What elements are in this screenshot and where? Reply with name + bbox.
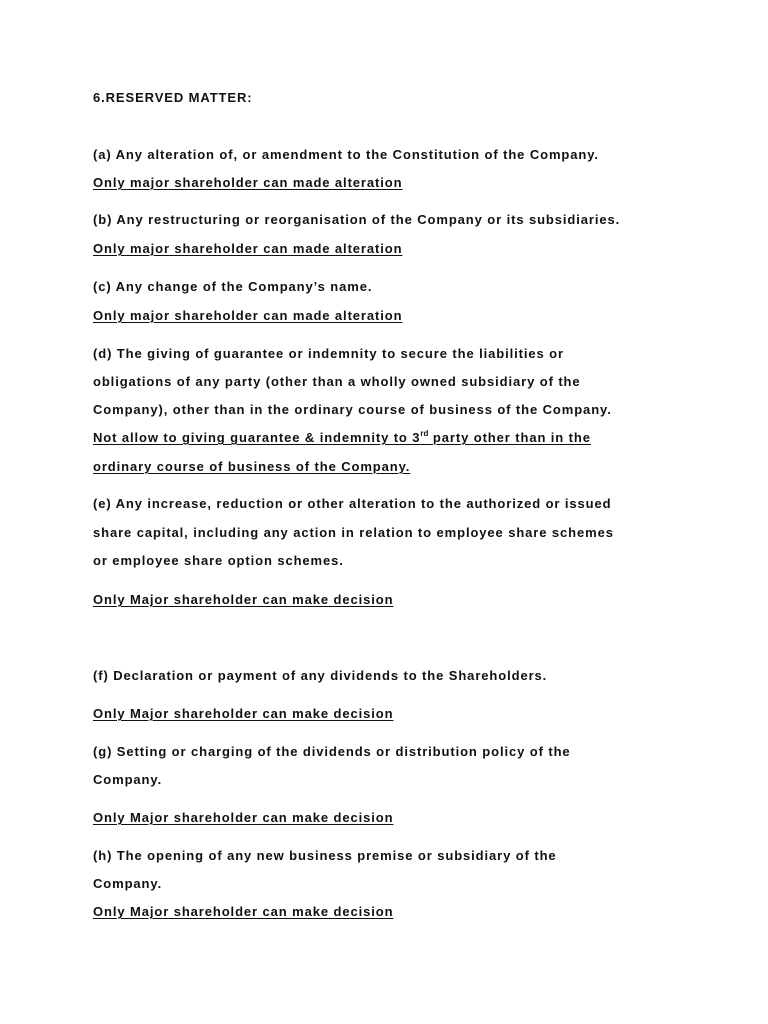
- item-g-note: Only Major shareholder can make decision: [93, 810, 394, 825]
- item-d-text-line-3: Company), other than in the ordinary course of business of the Company.: [93, 402, 612, 417]
- item-f-text: (f) Declaration or payment of any dividends to the Shareholders.: [93, 668, 548, 683]
- item-d-note-post: party other than in the: [428, 430, 591, 445]
- item-d-text-line-2: obligations of any party (other than a wholly owned subsidiary of the: [93, 374, 581, 389]
- item-a-note: Only major shareholder can made alteration: [93, 175, 403, 190]
- item-f-note: Only Major shareholder can make decision: [93, 706, 394, 721]
- item-e-text-line-2: share capital, including any action in relation to employee share schemes: [93, 525, 614, 540]
- item-d-note-line-1: [93, 431, 591, 444]
- item-a-text: (a) Any alteration of, or amendment to the Constitution of the Company.: [93, 147, 599, 162]
- item-g-text-line-1: (g) Setting or charging of the dividends or distribution policy of the: [93, 744, 571, 759]
- item-h-note: Only Major shareholder can make decision: [93, 904, 394, 919]
- item-d-text-line-1: (d) The giving of guarantee or indemnity to secure the liabilities or: [93, 346, 564, 361]
- item-c-note: Only major shareholder can made alteration: [93, 308, 403, 323]
- item-d-note-line-2: ordinary course of business of the Company.: [93, 459, 411, 474]
- item-h-text-line-1: (h) The opening of any new business premise or subsidiary of the: [93, 848, 557, 863]
- item-c-text: (c) Any change of the Company’s name.: [93, 279, 373, 294]
- item-e-text-line-3: or employee share option schemes.: [93, 553, 344, 568]
- section-heading: 6.RESERVED MATTER:: [93, 90, 253, 105]
- item-g-text-line-2: Company.: [93, 772, 163, 787]
- item-h-text-line-2: Company.: [93, 876, 163, 891]
- item-b-text: (b) Any restructuring or reorganisation of the Company or its subsidiaries.: [93, 212, 621, 227]
- item-d-note-superscript: rd: [420, 429, 429, 438]
- item-e-text-line-1: (e) Any increase, reduction or other alteration to the authorized or issued: [93, 496, 612, 511]
- item-e-note: Only Major shareholder can make decision: [93, 592, 394, 607]
- item-b-note: Only major shareholder can made alteration: [93, 241, 403, 256]
- item-d-note-pre: Not allow to giving guarantee & indemnity to 3: [93, 430, 421, 445]
